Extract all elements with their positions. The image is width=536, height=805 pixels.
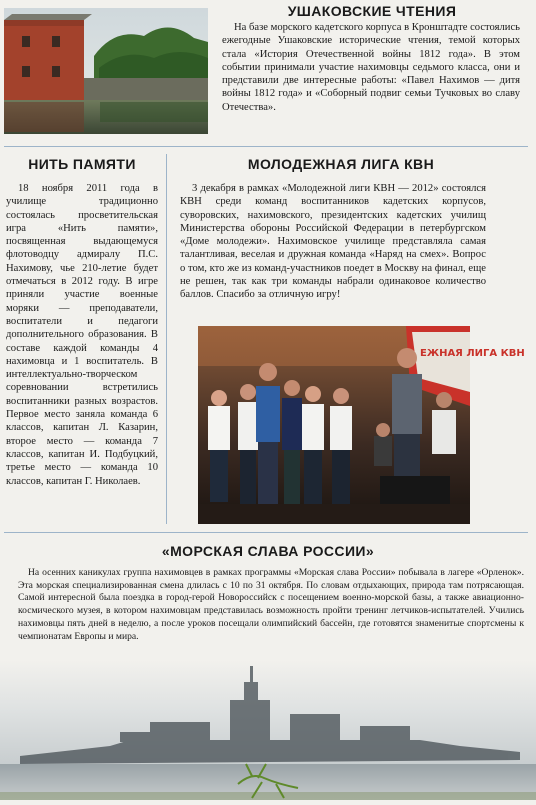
fort-photo [4,8,208,134]
kvn-text: 3 декабря в рамках «Молодежной лиги КВН — 2012» состоялся КВН среди команд воспитанников кадетских корпусов, суворовских, нахимовского, президентских кадетских училищ Министерства обороны Российской Федерации в петербургском «Доме молодежи». Нахимовское училище представляла самая талантливая, веселая и дружная команда «Наряд на смех». Вопрос о том, кто же из команд-участников поедет в Москву на финал, еще не решен, так как три команды набрали одинаковое количество баллов. Спасибо за отличную игру! [180,183,486,301]
ushakov-text: На базе морского кадетского корпуса в Кронштадте состоялись ежегодные Ушаковские исторические чтения, темой которых стала «История Отечественной войны 1812 года». В этом событии принимали участие нахимовцы седьмого класса, они и представили две интересные работы: «Павел Нахимов — дитя войны 1812 года» и «Соборный подвиг семьи Тучковых во славу Отечества». [222,22,520,113]
bottom-divider [4,532,528,533]
top-divider [4,146,528,147]
fort-photo-image [4,8,208,134]
kvn-title: МОЛОДЕЖНАЯ ЛИГА КВН [247,156,435,172]
ushakov-title: УШАКОВСКИЕ ЧТЕНИЯ [287,3,457,19]
warship-image [0,660,536,800]
column-divider [166,154,167,524]
nit-title: НИТЬ ПАМЯТИ [28,156,136,172]
kvn-stage-photo [198,326,525,524]
warship-photo [0,660,536,800]
kvn-banner-text: ЕЖНАЯ ЛИГА КВН [420,348,525,359]
morskaya-title: «МОРСКАЯ СЛАВА РОССИИ» [161,543,375,559]
nit-text: 18 ноября 2011 года в училище традиционно состоялась просветительская игра «Нить памяти», посвященная выдающемуся флотоводцу адмиралу П.С. Нахимову, чье 210-летие будет отмечаться в 2012 году. В игре приняли участие военные моряки — преподаватели, воспитатели и педагоги дополнительного образования. В составе каждой команды 4 нахимовца и 1 воспитатель. В интеллектуально-творческом соревновании встретились воспитанники разных возрастов. Первое место заняла команда 6 классов, капитан Л. Казарин, второе место — команда 7 классов, капитан И. Подбуцкий, третье место — команда 10 классов, капитан Г. Николаев. [6,183,158,487]
morskaya-text: На осенних каникулах группа нахимовцев в рамках программы «Морская слава России» побывала в лагере «Орленок». Эта морская специализированная смена длилась с 10 по 31 октября. По словам отдыхающих, природа там потрясающая. Самой интересной была поездка в город-герой Новороссийск с посещением военно-морской базы, а также авиационно-космического музея, в котором нахимовцам представилась возможность пройти тренинг летчиков-испытателей. Учились нахимовцы пять дней в неделю, а после уроков посещали олимпийский бассейн, где готовятся знаменитые спортсмены к чемпионатам Европы и мира. [18,567,524,642]
kvn-stage-image [198,326,525,524]
